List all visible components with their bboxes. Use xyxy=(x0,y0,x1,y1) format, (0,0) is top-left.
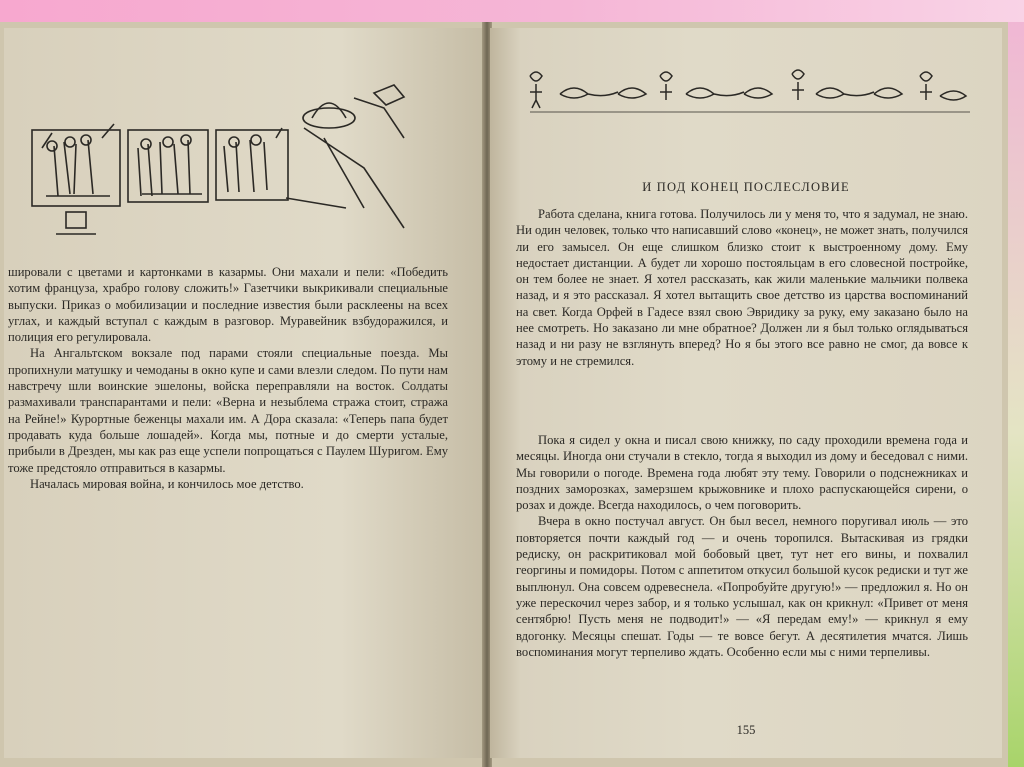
right-frame-band xyxy=(1008,22,1024,767)
paragraph: Началась мировая война, и кончилось мое детство. xyxy=(30,476,304,491)
top-frame-band xyxy=(0,0,1024,22)
left-page xyxy=(4,28,484,758)
paragraph: Работа сделана, книга готова. Получилось ли у меня то, что я задумал, не знаю. Ни один человек, только что написавший слово «конец», не может знать, получился ли его замысел. Он еще слишком близко стоит к выстроенному дому. Ему недостает дистанции. А будет ли хорошо постояльцам в его словесной постройке, он тем более не знает. Я хотел рассказать, как жили маленькие мальчики полвека назад, и я это рассказал. Я хотел вытащить свое детство из царства воспоминаний на свет. Когда Орфей в Гадесе взял свою Эвридику за руку, ему заказано было на нее смотреть. Но заказано ли мне обратное? Должен ли я был только оглядываться назад и ни разу не взглянуть вперед? Но я бы этого все равно не смог, да вовсе к этому и не стремился. xyxy=(516,207,968,368)
chapter-title: И ПОД КОНЕЦ ПОСЛЕСЛОВИЕ xyxy=(642,180,850,194)
right-page-section-1 xyxy=(516,206,968,369)
paragraph: На Ангальтском вокзале под парами стояли специальные поезда. Мы пропихнули матушку и чемоданы в окно купе и сами влезли следом. По пути нам навстречу шли воинские эшелоны, войска переправляли на восток. Солдаты размахивали транспарантами и пели: «Верна и незыблема стража стоит, стража на Рейне!» Курортные беженцы махали им. А Дора сказала: «Теперь папа будет продавать куда больше лошадей». Когда мы, потные и до смерти усталые, прибыли в Дрезден, мы как раз еще успели попрощаться с Паулем Шуригом. Ему тоже предстояло отправиться в казармы. xyxy=(8,346,448,475)
left-page-text xyxy=(8,264,448,492)
open-book xyxy=(0,22,1008,767)
ornament-cats-mice xyxy=(520,56,980,126)
page-number: 155 xyxy=(736,723,756,737)
right-page-section-2 xyxy=(516,432,968,660)
cats-mice-ornament-icon xyxy=(520,56,980,126)
paragraph: шировали с цветами и картонками в казармы. Они махали и пели: «Победить хотим француза, храбро голову сложить!» Газетчики выкрикивали специальные выпуски. Приказ о мобилизации и последние известия были расклеены на всех углах, и каждый вступал с каждым в разговор. Муравейник взбудоражился, и полиция его регулировала. xyxy=(8,265,448,345)
paragraph: Пока я сидел у окна и писал свою книжку, по саду проходили времена года и месяцы. Иногда они стучали в стекло, тогда я выходил из дому и беседовал с ними. Мы говорили о погоде. Времена года любят эту тему. Говорили о подснежниках и поздних заморозках, замерзшем крыжовнике и плохо распускающейся сирени, о розах и дожде. Всегда находилось, о чем поговорить. xyxy=(516,433,968,513)
paragraph: Вчера в окно постучал август. Он был весел, немного поругивал июль — это повторяется почти каждый год — и очень торопился. Вытаскивая из грядки редиску, он раскритиковал мой бобовый цвет, тут нет его вины, и похвалил георгины и помидоры. Потом с аппетитом откусил большой кусок редиски и тут же выплюнул. Она совсем одревеснела. «Попробуйте другую!» — предложил я. Но он уже перескочил через забор, и я только услышал, как он крикнул: «Привет от меня сентябрю! Пусть меня не подводит!» — «Я передам ему!» — крикнул я ему вдогонку. Месяцы спешат. Годы — те вовсе бегут. А десятилетия мчатся. Лишь воспоминания могут терпеливо ждать. Особенно если мы с ними терпеливы. xyxy=(516,514,968,659)
right-page xyxy=(490,28,1002,758)
crowd-sketch-icon xyxy=(24,78,444,248)
illustration-crowd xyxy=(24,78,444,248)
